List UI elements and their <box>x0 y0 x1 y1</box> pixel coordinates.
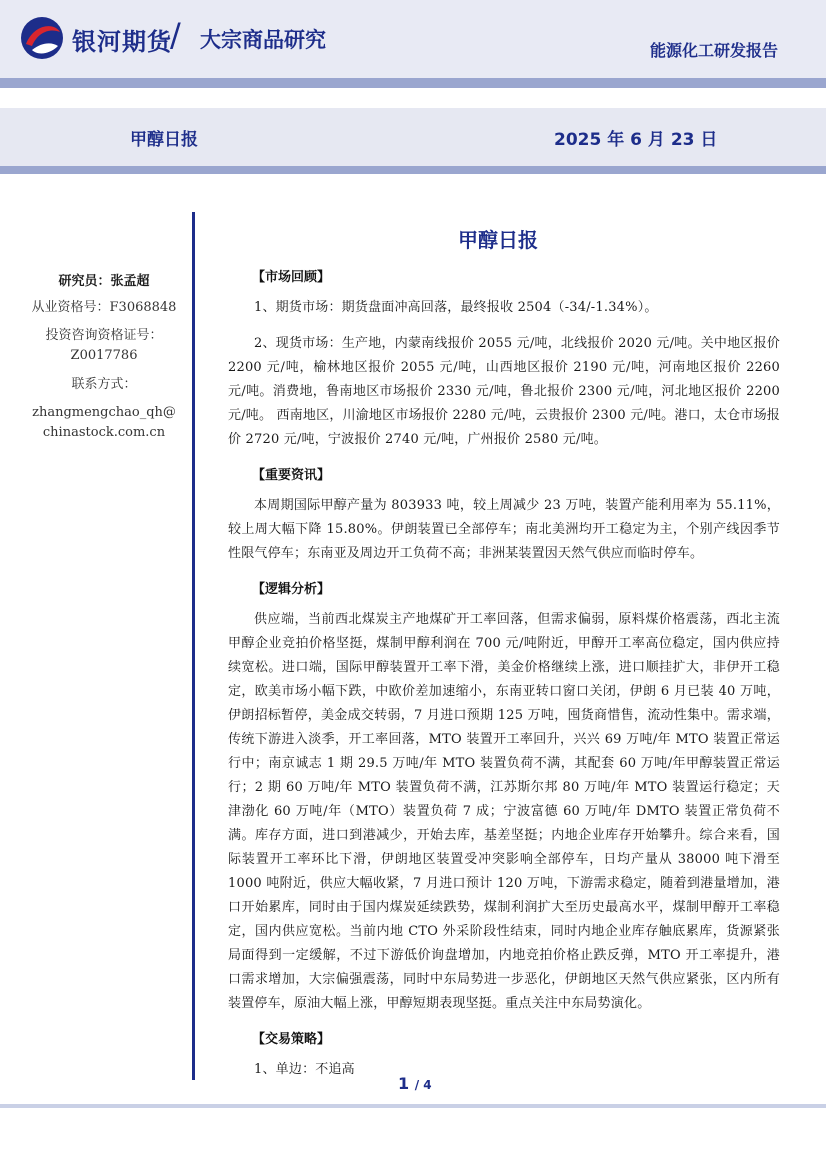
email-line-1: zhangmengchao_qh@ <box>32 404 176 420</box>
paragraph: 1、期货市场：期货盘面冲高回落，最终报收 2504（-34/-1.34%）。 <box>254 300 658 315</box>
band-title: 甲醇日报 <box>130 130 198 150</box>
division-name: 大宗商品研究 <box>200 28 326 52</box>
header-divider: / <box>170 16 181 54</box>
paragraph: 供应端，当前西北煤炭主产地煤矿开工率回落，但需求偏弱，原料煤价格震荡，西北主流甲醇企业竞拍价格坚挺，煤制甲醇利润在 700 元/吨附近，甲醇开工率高位稳定，国内供应持续宽松。进口端，国际甲醇装置开工率下滑，美金价格继续上涨，进口顺挂扩大，非伊开工稳定，欧美市场小幅下跌，中欧价差加速缩小，东南亚转口窗口关闭，伊朗 6 月已装 40 万吨，伊朗招标暂停，美金成交转弱，7 月进口预期 125 万吨，囤货商惜售，流动性集中。需求端，传统下游进入淡季，开工率回落，MTO 装置开工率回升，兴兴 69 万吨/年 MTO 装置正常运行中；南京诚志 1 期 29.5 万吨/年 MTO 装置负荷不满，其配套 60 万吨/年甲醇装置正常运行；2 期 60 万吨/年 MTO 装置负荷不满，江苏斯尔邦 80 万吨/年 MTO 装置运行稳定；天津渤化 60 万吨/年（MTO）装置负荷 7 成；宁波富德 60 万吨/年 DMTO 装置正常负荷不满。库存方面，进口到港减少，开始去库，基差坚挺；内地企业库存开始攀升。综合来看，国际装置开工率环比下滑，伊朗地区装置受冲突影响全部停车，日均产量从 38000 吨下滑至 1000 吨附近，供应大幅收紧，7 月进口预计 120 万吨，下游需求稳定，随着到港量增加，港口开始累库，同时由于国内煤炭延续跌势，煤制利润扩大至历史最高水平，煤制甲醇开工率稳定，国内供应宽松。当前内地 CTO 外采阶段性结束，同时内地企业库存触底累库，货源紧张局面得到一定缓解，不过下游低价询盘增加，内地竞拍价格止跌反弹，MTO 开工率提升，港口需求增加，大宗偏强震荡，同时中东局势进一步恶化，伊朗地区天然气供应紧张，区内所有装置停车，原油大幅上涨，甲醇短期表现坚挺。重点关注中东局势演化。 <box>228 612 780 1011</box>
contact-label: 联系方式： <box>71 376 137 392</box>
section-heading: 【逻辑分析】 <box>252 582 331 597</box>
section-heading: 【交易策略】 <box>252 1032 331 1047</box>
band-rule <box>0 166 826 174</box>
document-title: 甲醇日报 <box>458 228 538 252</box>
paragraph: 本周期国际甲醇产量为 803933 吨，较上周减少 23 万吨，装置产能利用率为 55.11%，较上周大幅下降 15.80%。伊朗装置已全部停车；南北美洲均开工稳定为主，个别产线因季节性限气停车；东南亚及周边开工负荷不高；非洲某装置因天然气供应而临时停车。 <box>228 498 780 561</box>
report-type: 能源化工研发报告 <box>649 41 778 60</box>
sidebar <box>20 272 188 451</box>
sidebar-divider <box>192 212 195 1080</box>
section-heading: 【重要资讯】 <box>252 468 331 483</box>
current-page: 1 <box>398 1074 410 1093</box>
advisory-label: 投资咨询资格证号： <box>45 328 163 344</box>
page-number <box>398 1074 432 1093</box>
email-line-2: chinastock.com.cn <box>42 424 166 440</box>
report-date: 2025 年 6 月 23 日 <box>554 130 718 150</box>
advisory-number: Z0017786 <box>70 348 138 364</box>
header-rule <box>0 78 826 88</box>
section-heading: 【市场回顾】 <box>252 270 331 285</box>
company-name: 银河期货 <box>72 28 172 56</box>
footer-rule <box>0 1104 826 1108</box>
paragraph: 1、单边：不追高 <box>254 1062 355 1077</box>
researcher-name: 研究员：张孟超 <box>58 274 150 289</box>
galaxy-futures-logo-icon <box>20 16 64 60</box>
report-body <box>228 266 780 1094</box>
paragraph: 2、现货市场：生产地，内蒙南线报价 2055 元/吨，北线报价 2020 元/吨。关中地区报价 2200 元/吨，榆林地区报价 2055 元/吨，山西地区报价 2190 元/吨，河南地区报价 2260 元/吨。消费地，鲁南地区市场报价 2330 元/吨，鲁北报价 2300 元/吨，河北地区报价 2200 元/吨。 西南地区，川渝地区市场报价 2280 元/吨，云贵报价 2300 元/吨。港口，太仓市场报价 2720 元/吨，宁波报价 2740 元/吨，广州报价 2580 元/吨。 <box>228 336 780 447</box>
qualification-number: 从业资格号：F3068848 <box>31 300 177 316</box>
total-pages: / 4 <box>414 1078 432 1092</box>
